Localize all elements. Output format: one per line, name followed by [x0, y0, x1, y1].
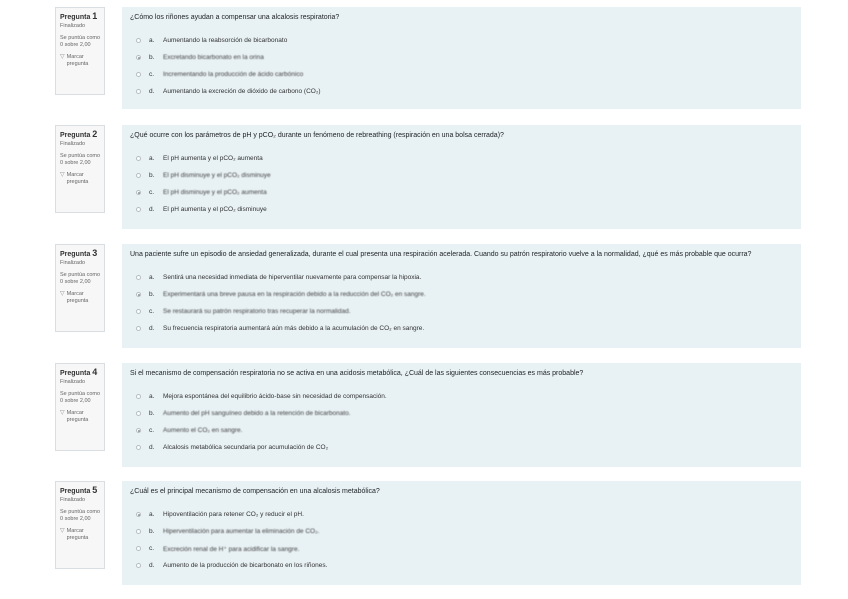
question-content: [122, 363, 801, 467]
answer-radio[interactable]: [136, 309, 141, 314]
answer-text: Excreción renal de H⁺ para acidificar la sangre.: [163, 545, 300, 553]
flag-question[interactable]: [60, 410, 104, 424]
flag-icon[interactable]: ▽: [60, 291, 65, 297]
answer-radio[interactable]: [136, 529, 141, 534]
answer-option[interactable]: [136, 439, 793, 456]
answer-letter: d.: [149, 206, 155, 213]
answer-text: Se restaurará su patrón respiratorio tras recuperar la normalidad.: [163, 308, 351, 315]
flag-icon[interactable]: ▽: [60, 172, 65, 178]
answer-text: Hiperventilación para aumentar la eliminación de CO₂.: [163, 528, 320, 535]
answer-letter: d.: [149, 88, 155, 95]
answer-text: El pH aumenta y el pCO₂ aumenta: [163, 155, 263, 162]
answer-letter: a.: [149, 511, 155, 518]
answer-radio[interactable]: [136, 411, 141, 416]
question-state: Finalizado: [60, 141, 86, 147]
question-content: [122, 481, 801, 585]
answer-text: Aumento el CO₂ en sangre.: [163, 427, 243, 434]
answer-option[interactable]: [136, 405, 793, 422]
question-label: Pregunta: [60, 370, 91, 377]
answer-radio[interactable]: [136, 72, 141, 77]
answer-option[interactable]: [136, 557, 793, 574]
question-grade: Se puntúa como 0 sobre 2,00: [60, 35, 101, 48]
answer-letter: c.: [149, 71, 155, 78]
answer-radio[interactable]: [136, 326, 141, 331]
answer-option[interactable]: [136, 422, 793, 439]
question-content: [122, 244, 801, 348]
answer-letter: b.: [149, 172, 155, 179]
question-number: 3: [92, 248, 98, 258]
answer-letter: d.: [149, 562, 155, 569]
question-content: [122, 7, 801, 109]
question-number: 4: [92, 367, 98, 377]
answer-text: Mejora espontánea del equilibrio ácido-base sin necesidad de compensación.: [163, 393, 387, 400]
answer-option[interactable]: [136, 269, 793, 286]
answer-text: Aumentando la excreción de dióxido de carbono (CO₂): [163, 88, 321, 95]
question-info: [55, 481, 105, 569]
answer-radio[interactable]: [136, 156, 141, 161]
answer-text: El pH disminuye y el pCO₂ disminuye: [163, 172, 271, 179]
answer-radio[interactable]: [136, 173, 141, 178]
question-label: Pregunta: [60, 132, 91, 139]
question-text: ¿Cuál es el principal mecanismo de compensación en una alcalosis metabólica?: [130, 488, 380, 495]
answer-option[interactable]: [136, 184, 793, 201]
answer-radio[interactable]: [136, 445, 141, 450]
answer-text: Aumento de la producción de bicarbonato en los riñones.: [163, 562, 328, 569]
answer-text: El pH aumenta y el pCO₂ disminuye: [163, 206, 267, 213]
answer-radio[interactable]: [136, 190, 141, 195]
question-info: [55, 7, 105, 95]
answer-letter: a.: [149, 155, 155, 162]
answer-letter: c.: [149, 189, 155, 196]
question-state: Finalizado: [60, 379, 86, 385]
flag-question[interactable]: [60, 291, 104, 305]
answer-letter: c.: [149, 427, 155, 434]
question-grade: Se puntúa como 0 sobre 2,00: [60, 153, 101, 166]
answer-list: [130, 506, 793, 574]
flag-label[interactable]: Marcar pregunta: [66, 54, 89, 67]
question-text: ¿Cómo los riñones ayudan a compensar una alcalosis respiratoria?: [130, 14, 340, 21]
flag-label[interactable]: Marcar pregunta: [66, 528, 89, 541]
flag-icon[interactable]: ▽: [60, 410, 65, 416]
answer-text: El pH disminuye y el pCO₂ aumenta: [163, 189, 267, 196]
question-title: [60, 486, 104, 496]
answer-letter: c.: [149, 545, 155, 552]
answer-option[interactable]: [136, 201, 793, 218]
question-info: [55, 125, 105, 213]
answer-option[interactable]: [136, 303, 793, 320]
answer-text: Sentirá una necesidad inmediata de hiperventilar nuevamente para compensar la hipoxia.: [163, 274, 422, 281]
question-info: [55, 244, 105, 332]
flag-label[interactable]: Marcar pregunta: [66, 291, 89, 304]
answer-text: Alcalosis metabólica secundaria por acumulación de CO₂: [163, 444, 329, 451]
answer-option[interactable]: [136, 83, 793, 100]
answer-radio[interactable]: [136, 207, 141, 212]
answer-letter: d.: [149, 444, 155, 451]
answer-text: Incrementando la producción de ácido carbónico: [163, 71, 304, 78]
answer-list: [130, 32, 793, 100]
answer-option[interactable]: [136, 540, 793, 557]
answer-radio[interactable]: [136, 394, 141, 399]
question-title: [60, 368, 104, 378]
question-state: Finalizado: [60, 497, 86, 503]
answer-letter: b.: [149, 528, 155, 535]
answer-option[interactable]: [136, 66, 793, 83]
question-grade: Se puntúa como 0 sobre 2,00: [60, 391, 101, 404]
answer-list: [130, 150, 793, 218]
question-text: ¿Qué ocurre con los parámetros de pH y pCO₂ durante un fenómeno de rebreathing (respiración en una bolsa cerrada)?: [130, 132, 504, 139]
answer-text: Hipoventilación para retener CO₂ y reducir el pH.: [163, 511, 304, 518]
answer-list: [130, 388, 793, 456]
answer-letter: b.: [149, 410, 155, 417]
answer-option[interactable]: [136, 286, 793, 303]
question-grade: Se puntúa como 0 sobre 2,00: [60, 272, 101, 285]
answer-letter: a.: [149, 37, 155, 44]
answer-radio[interactable]: [136, 275, 141, 280]
question-info: [55, 363, 105, 451]
answer-radio[interactable]: [136, 546, 141, 551]
flag-icon[interactable]: ▽: [60, 54, 65, 60]
answer-option[interactable]: [136, 49, 793, 66]
answer-text: Excretando bicarbonato en la orina: [163, 54, 264, 61]
answer-letter: b.: [149, 54, 155, 61]
question-number: 1: [92, 11, 98, 21]
question-label: Pregunta: [60, 488, 91, 495]
flag-question[interactable]: [60, 54, 104, 68]
question-state: Finalizado: [60, 260, 86, 266]
answer-option[interactable]: [136, 523, 793, 540]
answer-option[interactable]: [136, 150, 793, 167]
answer-radio[interactable]: [136, 38, 141, 43]
answer-letter: d.: [149, 325, 155, 332]
answer-text: Aumentando la reabsorción de bicarbonato: [163, 37, 288, 44]
answer-letter: a.: [149, 393, 155, 400]
question-text: Una paciente sufre un episodio de ansiedad generalizada, durante el cual presenta una respiración acelerada. Cuando su patrón respiratorio vuelve a la normalidad, ¿qué es más probable que ocurra?: [130, 251, 752, 258]
answer-option[interactable]: [136, 388, 793, 405]
answer-letter: a.: [149, 274, 155, 281]
answer-radio[interactable]: [136, 55, 141, 60]
answer-radio[interactable]: [136, 292, 141, 297]
answer-option[interactable]: [136, 506, 793, 523]
flag-label[interactable]: Marcar pregunta: [66, 172, 89, 185]
question-number: 2: [92, 129, 98, 139]
answer-option[interactable]: [136, 167, 793, 184]
question-content: [122, 125, 801, 229]
flag-question[interactable]: [60, 528, 104, 542]
flag-icon[interactable]: ▽: [60, 528, 65, 534]
answer-radio[interactable]: [136, 563, 141, 568]
answer-option[interactable]: [136, 320, 793, 337]
question-title: [60, 249, 104, 259]
answer-letter: c.: [149, 308, 155, 315]
flag-label[interactable]: Marcar pregunta: [66, 410, 89, 423]
question-label: Pregunta: [60, 14, 91, 21]
question-number: 5: [92, 485, 98, 495]
answer-letter: b.: [149, 291, 155, 298]
flag-question[interactable]: [60, 172, 104, 186]
answer-option[interactable]: [136, 32, 793, 49]
question-text: Si el mecanismo de compensación respiratoria no se activa en una acidosis metabólica, ¿Cuál de las siguientes consecuencias es más probable?: [130, 370, 584, 377]
question-grade: Se puntúa como 0 sobre 2,00: [60, 509, 101, 522]
question-label: Pregunta: [60, 251, 91, 258]
question-state: Finalizado: [60, 23, 86, 29]
question-title: [60, 12, 104, 22]
answer-list: [130, 269, 793, 337]
answer-text: Experimentará una breve pausa en la respiración debido a la reducción del CO₂ en sangre.: [163, 291, 426, 298]
answer-radio[interactable]: [136, 89, 141, 94]
question-title: [60, 130, 104, 140]
answer-radio[interactable]: [136, 512, 141, 517]
answer-text: Aumento del pH sanguíneo debido a la retención de bicarbonato.: [163, 410, 351, 417]
answer-radio[interactable]: [136, 428, 141, 433]
answer-text: Su frecuencia respiratoria aumentará aún más debido a la acumulación de CO₂ en sangre.: [163, 325, 425, 332]
